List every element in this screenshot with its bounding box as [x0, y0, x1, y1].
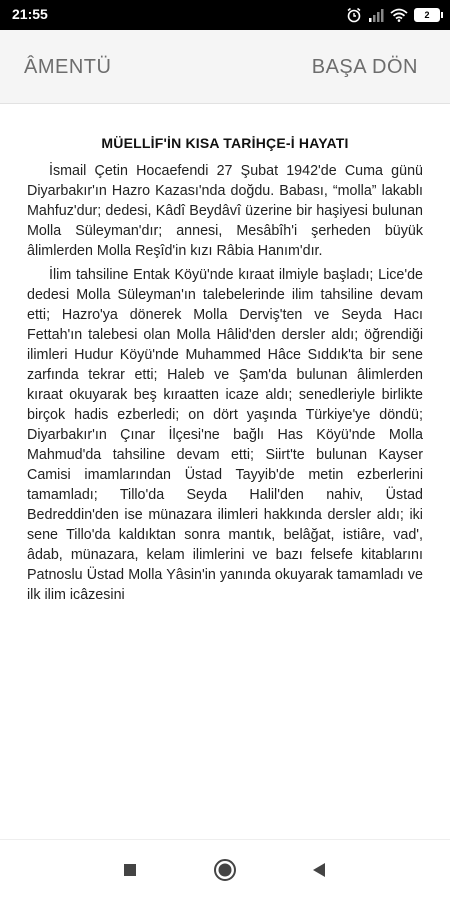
alarm-icon — [346, 7, 362, 23]
signal-icon — [368, 8, 384, 22]
document-content — [27, 135, 423, 609]
system-nav-bar — [0, 839, 450, 900]
status-time: 21:55 — [12, 6, 48, 22]
battery-indicator: 2 — [414, 8, 440, 22]
wifi-icon — [390, 8, 408, 22]
page-title: MÜELLİF'İN KISA TARİHÇE-İ HAYATI — [101, 135, 349, 151]
status-bar — [0, 0, 450, 30]
amentu-button[interactable]: ÂMENTÜ — [24, 56, 112, 78]
circle-icon[interactable] — [213, 858, 237, 882]
paragraph: İsmail Çetin Hocaefendi 27 Şubat 1942'de Cuma günü Diyarbakır'ın Hazro Kazası'nda doğdu. Babası, “molla” lakablı Mahfuz'dur; dedesi, Kâdî Beydâvî üzerine bir haşiyesi bulunan Molla Süleyman'dır; annesi, Mesâbîh'i şerheden büyük âlimlerden Molla Reşîd'in kızı Râbia Hanım'dır. — [27, 163, 423, 259]
square-icon[interactable] — [118, 858, 142, 882]
status-icons — [346, 5, 440, 25]
app-header — [0, 30, 450, 104]
triangle-back-icon[interactable] — [307, 858, 331, 882]
back-to-start-button[interactable]: BAŞA DÖN — [311, 56, 418, 78]
paragraph: İlim tahsiline Entak Köyü'nde kıraat ilmiyle başladı; Lice'de dedesi Molla Süleyman'ın talebelerinde ilim tahsiline devam etti; Hazro'ya dönerek Molla Derviş'ten ve Seyda Hacı Fettah'ın talebesi olan Molla Hâlid'den dersler aldı; öğrendiği ilimleri Hudur Köyü'nde Muhammed Hâce Sıddık'ta bir sene zarfında tekrar etti; Haleb ve Şam'da bulunan âlimlerden kıraat okuyarak beş kıraatten icaze aldı; senedleriyle birlikte birçok hadis ezberledi; on dört yaşında Türkiye'ye döndü; Diyarbakır'ın Çınar İlçesi'ne bağlı Has Köyü'nde Molla Mahmud'da tahsiline devam etti; Siirt'te bulunan Kayser Camisi imamlarından Üstad Tayyib'de metin ezberlerini tamamladı; Tillo'da Seyda Halil'den nahiv, Üstad Bedreddin'den ise münazara ilimleri hakkında dersler aldı; iki sene Tillo'da kaldıktan sonra mantık, belâğat, istiâre, vad', âdab, münazara, kelam ilimlerini ve bazı felsefe kitablarını Patnoslu Üstad Molla Yâsin'in yanında okuyarak tamamladı ve ilk ilim icâzesini — [27, 267, 423, 603]
